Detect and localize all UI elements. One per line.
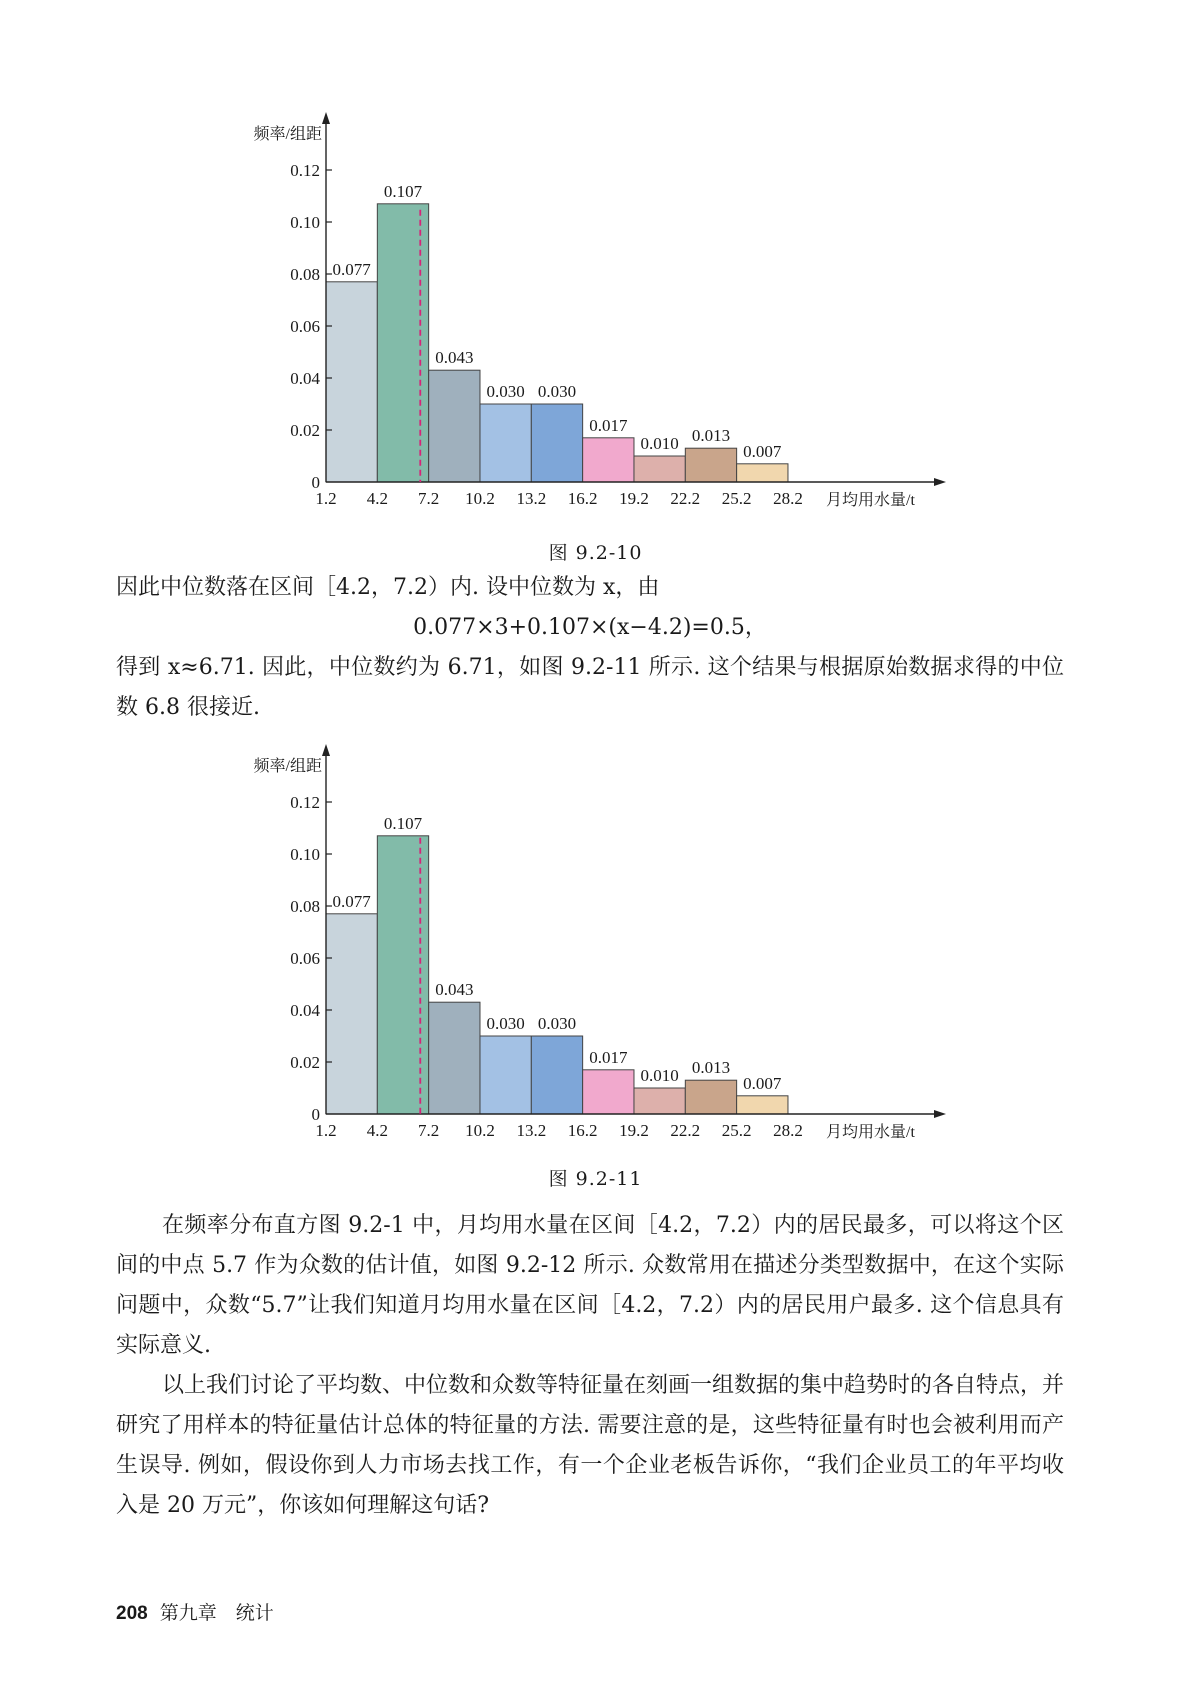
y-axis-label: 频率/组距 xyxy=(253,758,322,775)
x-tick-label: 1.2 xyxy=(315,489,337,508)
histogram-bar xyxy=(583,1070,634,1114)
bar-value-label: 0.043 xyxy=(435,980,474,1000)
y-tick-label: 0.04 xyxy=(290,1001,320,1020)
x-axis-arrow xyxy=(934,1110,946,1118)
bar-value-label: 0.010 xyxy=(640,1066,679,1085)
x-tick-label: 16.2 xyxy=(567,489,598,508)
bar-value-label: 0.030 xyxy=(537,382,577,401)
paragraph-mode-discussion xyxy=(116,1206,1064,1526)
histogram-bar xyxy=(634,456,685,482)
histogram-bar xyxy=(531,1036,582,1114)
histogram-bar xyxy=(685,448,736,482)
x-tick-label: 28.2 xyxy=(773,489,803,508)
figure-caption-9-2-10: 图 9.2-10 xyxy=(548,542,643,564)
y-tick-label: 0 xyxy=(311,1105,320,1124)
bar-value-label: 0.043 xyxy=(435,348,474,368)
bar-value-label: 0.017 xyxy=(589,415,628,435)
histogram-bar xyxy=(685,1080,736,1114)
bar-value-label: 0.013 xyxy=(691,426,731,446)
mode-paragraph: 在频率分布直方图 9.2-1 中，月均用水量在区间［4.2，7.2）内的居民最多，可以将这个区间的中点 5.7 作为众数的估计值，如图 9.2-12 所示. 众数常用在描述分类型数据中，在这个实际问题中，众数“5.7”让我们知道月均用水量在区间［4.2，7.2）内的居民用户最多. 这个信息具有实际意义. xyxy=(116,1213,1064,1358)
y-tick-label: 0.12 xyxy=(290,161,320,180)
x-tick-label: 4.2 xyxy=(366,1121,388,1140)
median-result-sentence: 得到 x≈6.71. 因此，中位数约为 6.71，如图 9.2-11 所示. 这个结果与根据原始数据求得的中位数 6.8 很接近. xyxy=(116,655,1064,720)
y-tick-label: 0.10 xyxy=(290,845,320,864)
x-tick-label: 28.2 xyxy=(773,1121,803,1140)
histogram-bar xyxy=(326,914,377,1114)
y-tick-label: 0.12 xyxy=(290,793,320,812)
y-tick-label: 0.08 xyxy=(290,265,320,284)
x-tick-label: 7.2 xyxy=(418,1121,440,1140)
histogram-bar xyxy=(737,1096,788,1114)
y-tick-label: 0.02 xyxy=(290,421,320,440)
y-axis-arrow xyxy=(322,744,330,756)
bar-value-label: 0.013 xyxy=(691,1058,731,1078)
y-tick-label: 0.10 xyxy=(290,213,320,232)
histogram-figure-9-2-10 xyxy=(0,0,1191,509)
x-tick-label: 16.2 xyxy=(567,1121,598,1140)
page-number: 208 xyxy=(116,1603,148,1624)
x-tick-label: 10.2 xyxy=(465,489,495,508)
x-tick-label: 13.2 xyxy=(516,1121,547,1140)
bar-value-label: 0.107 xyxy=(383,181,423,201)
bar-value-label: 0.007 xyxy=(743,441,782,461)
y-tick-label: 0 xyxy=(311,473,320,492)
bar-value-label: 0.030 xyxy=(486,1014,525,1033)
bar-value-label: 0.107 xyxy=(383,813,423,833)
x-tick-label: 19.2 xyxy=(619,489,649,508)
histogram-bar xyxy=(480,1036,531,1114)
median-equation: 0.077×3+0.107×(x−4.2)=0.5， xyxy=(413,615,767,640)
y-tick-label: 0.02 xyxy=(290,1053,320,1072)
y-tick-label: 0.06 xyxy=(290,317,320,336)
bar-value-label: 0.030 xyxy=(537,1014,577,1033)
y-axis-label: 频率/组距 xyxy=(253,126,322,143)
x-tick-label: 25.2 xyxy=(721,1121,752,1140)
bar-value-label: 0.077 xyxy=(332,891,371,911)
chapter-title: 第九章 统计 xyxy=(159,1602,274,1624)
histogram-bar xyxy=(583,438,634,482)
page-footer xyxy=(116,1598,274,1625)
x-tick-label: 4.2 xyxy=(366,489,388,508)
y-tick-label: 0.08 xyxy=(290,897,320,916)
figure-caption-9-2-11: 图 9.2-11 xyxy=(548,1168,643,1190)
histogram-figure-9-2-11 xyxy=(0,632,1191,1141)
misleading-statistics-paragraph: 以上我们讨论了平均数、中位数和众数等特征量在刻画一组数据的集中趋势时的各自特点，并研究了用样本的特征量估计总体的特征量的方法. 需要注意的是，这些特征量有时也会被利用而产生误导. 例如，假设你到人力市场去找工作，有一个企业老板告诉你，“我们企业员工的年平均收入是 20 万元”，你该如何理解这句话? xyxy=(116,1373,1065,1518)
y-axis-arrow xyxy=(322,112,330,124)
x-tick-label: 7.2 xyxy=(418,489,440,508)
x-axis-label: 月均用水量/t xyxy=(826,492,915,509)
x-tick-label: 22.2 xyxy=(670,489,701,508)
x-tick-label: 13.2 xyxy=(516,489,547,508)
bar-value-label: 0.017 xyxy=(589,1047,628,1067)
x-tick-label: 25.2 xyxy=(721,489,752,508)
histogram-bar xyxy=(634,1088,685,1114)
x-tick-label: 1.2 xyxy=(315,1121,337,1140)
histogram-bar xyxy=(737,464,788,482)
x-tick-label: 19.2 xyxy=(619,1121,649,1140)
x-tick-label: 10.2 xyxy=(465,1121,495,1140)
histogram-bar xyxy=(429,1002,480,1114)
y-tick-label: 0.04 xyxy=(290,369,320,388)
x-tick-label: 22.2 xyxy=(670,1121,701,1140)
y-tick-label: 0.06 xyxy=(290,949,320,968)
bar-value-label: 0.010 xyxy=(640,434,679,453)
histogram-bar xyxy=(531,404,582,482)
median-interval-sentence: 因此中位数落在区间［4.2，7.2）内. 设中位数为 x，由 xyxy=(116,575,660,600)
histogram-bar xyxy=(429,370,480,482)
bar-value-label: 0.030 xyxy=(486,382,525,401)
bar-value-label: 0.077 xyxy=(332,259,371,279)
x-axis-label: 月均用水量/t xyxy=(826,1124,915,1141)
x-axis-arrow xyxy=(934,478,946,486)
histogram-bar xyxy=(480,404,531,482)
bar-value-label: 0.007 xyxy=(743,1073,782,1093)
histogram-bar xyxy=(326,282,377,482)
